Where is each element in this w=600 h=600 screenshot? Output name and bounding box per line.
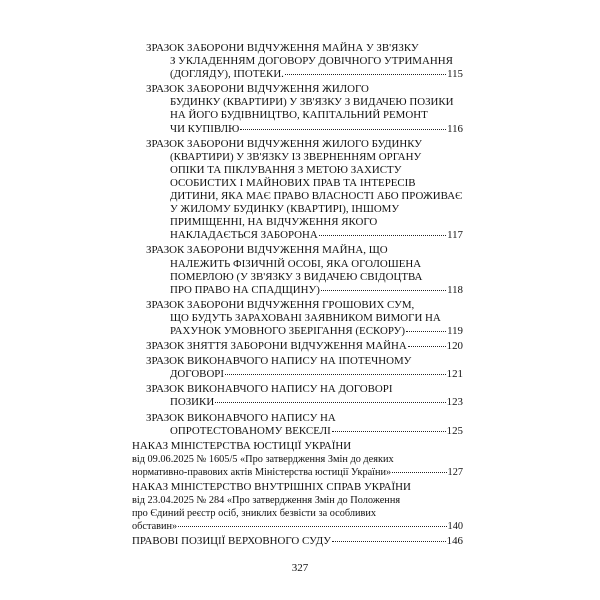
toc-entry-line: ЗРАЗОК ВИКОНАВЧОГО НАПИСУ НА ІПОТЕЧНОМУ	[146, 355, 412, 368]
dot-leader	[392, 472, 446, 473]
toc-entry-last-line	[146, 425, 463, 438]
toc-page-number: 127	[447, 466, 463, 478]
toc-entry-last-line	[146, 325, 463, 338]
toc-entry-line: (ДОГЛЯДУ), ІПОТЕКИ.	[170, 68, 284, 81]
toc-entry-line: ПРО ПРАВО НА СПАДЩИНУ)	[170, 283, 320, 296]
toc-entry-line: ДОГОВОРІ	[170, 368, 224, 381]
toc-entry-line: ПРАВОВІ ПОЗИЦІЇ ВЕРХОВНОГО СУДУ	[132, 535, 332, 548]
toc-entry[interactable]	[132, 138, 463, 243]
toc-entry-last-line	[146, 396, 463, 409]
toc-entry-last-line	[146, 368, 463, 381]
toc-final-entry[interactable]	[132, 535, 463, 548]
toc-entry-last-line	[132, 535, 463, 548]
toc-entry-line: ЗРАЗОК ЗАБОРОНИ ВІДЧУЖЕННЯ МАЙНА У ЗВ'ЯЗКУ	[146, 42, 419, 54]
toc-entry[interactable]	[132, 244, 463, 296]
toc-entry-last-line	[146, 229, 463, 242]
toc-entry-line: ПОЗИКИ	[170, 396, 215, 409]
toc-entry-line: ПРИМІЩЕННІ, НА ВІДЧУЖЕННЯ ЯКОГО	[170, 216, 378, 229]
toc-entry-line: У ЖИЛОМУ БУДИНКУ (КВАРТИРІ), ІНШОМУ	[170, 203, 400, 216]
toc-page-number: 117	[447, 229, 463, 242]
dot-leader	[406, 331, 446, 332]
toc-entry-line: нормативно-правових актів Міністерства юстиції України»	[132, 466, 392, 478]
toc-page-number: 125	[446, 424, 463, 437]
toc-entry-line: ЩО БУДУТЬ ЗАРАХОВАНІ ЗАЯВНИКОМ ВИМОГИ НА	[170, 311, 441, 324]
toc-page-number: 116	[447, 122, 463, 135]
toc-entry-line: ОПІКИ ТА ПІКЛУВАННЯ З МЕТОЮ ЗАХИСТУ	[170, 163, 402, 176]
dot-leader	[178, 526, 446, 527]
toc-entry-last-line	[146, 123, 463, 136]
dot-leader	[332, 431, 446, 432]
toc-entry-line: ДИТИНИ, ЯКА МАЄ ПРАВО ВЛАСНОСТІ АБО ПРОЖИВАЄ	[170, 190, 463, 203]
toc-page-number: 119	[447, 324, 463, 337]
toc-entry[interactable]	[132, 412, 463, 438]
dot-leader	[225, 374, 446, 375]
toc-entry[interactable]	[132, 340, 463, 353]
toc-entry[interactable]	[132, 383, 463, 409]
toc-order-entry[interactable]	[132, 440, 463, 479]
toc-entry-last-line	[132, 520, 463, 533]
toc-entry-line: (КВАРТИРИ) У ЗВ'ЯЗКУ ІЗ ЗВЕРНЕННЯМ ОРГАНУ	[170, 150, 422, 163]
toc-entry-line: НАЛЕЖИТЬ ФІЗИЧНІЙ ОСОБІ, ЯКА ОГОЛОШЕНА	[170, 257, 422, 270]
toc-entry-line: від 23.04.2025 № 284 «Про затвердження Змін до Положення	[132, 495, 401, 507]
toc-entry-line: від 09.06.2025 № 1605/5 «Про затвердження Змін до деяких	[132, 453, 394, 465]
toc-page-number: 146	[446, 535, 463, 548]
toc-order-title: НАКАЗ МІНІСТЕРСТВА ЮСТИЦІЇ УКРАЇНИ	[132, 439, 352, 452]
toc-entry-line: ЗРАЗОК ЗНЯТТЯ ЗАБОРОНИ ВІДЧУЖЕННЯ МАЙНА	[146, 340, 407, 353]
dot-leader	[321, 290, 446, 291]
dot-leader	[319, 235, 446, 236]
toc-entry-line: ЗРАЗОК ЗАБОРОНИ ВІДЧУЖЕННЯ ЖИЛОГО БУДИНКУ	[146, 137, 423, 150]
toc-entry[interactable]	[132, 83, 463, 135]
toc-entry-line: ПОМЕРЛОЮ (У ЗВ'ЯЗКУ З ВИДАЧЕЮ СВІДОЦТВА	[170, 270, 423, 283]
toc-page-number: 123	[446, 396, 463, 409]
dot-leader	[215, 402, 445, 403]
toc-entry[interactable]	[132, 299, 463, 338]
toc-entry-line: ЧИ КУПІВЛЮ	[170, 122, 240, 135]
toc-entry-line: ЗРАЗОК ВИКОНАВЧОГО НАПИСУ НА ДОГОВОРІ	[146, 383, 393, 396]
toc-entry-last-line	[146, 340, 463, 353]
toc-entry-line: З УКЛАДЕННЯМ ДОГОВОРУ ДОВІЧНОГО УТРИМАННЯ	[170, 55, 453, 68]
dot-leader	[240, 129, 446, 130]
toc-page-number: 121	[446, 368, 463, 381]
toc-entry[interactable]	[132, 42, 463, 81]
toc-order-entry[interactable]	[132, 481, 463, 533]
table-of-contents	[132, 42, 463, 550]
page-number: 327	[291, 562, 309, 574]
toc-entry-last-line	[132, 466, 463, 479]
toc-entry-line: ЗРАЗОК ЗАБОРОНИ ВІДЧУЖЕННЯ МАЙНА, ЩО	[146, 244, 388, 257]
toc-order-title: НАКАЗ МІНІСТЕРСТВО ВНУТРІШНІХ СПРАВ УКРАЇНИ	[132, 481, 411, 493]
toc-entry-line: ОПРОТЕСТОВАНОМУ ВЕКСЕЛІ	[170, 424, 331, 437]
toc-entry-last-line	[146, 68, 463, 81]
toc-entry-line: РАХУНОК УМОВНОГО ЗБЕРІГАННЯ (ЕСКОРУ)	[170, 324, 405, 337]
toc-page-number: 140	[447, 521, 463, 533]
toc-entry-line: ЗРАЗОК ЗАБОРОНИ ВІДЧУЖЕННЯ ЖИЛОГО	[146, 83, 369, 96]
toc-entry-line: ЗРАЗОК ВИКОНАВЧОГО НАПИСУ НА	[146, 411, 336, 424]
toc-entry-line: НА ЙОГО БУДІВНИЦТВО, КАПІТАЛЬНИЙ РЕМОНТ	[170, 109, 428, 122]
toc-entry-line: обставин»	[132, 521, 178, 533]
toc-entry[interactable]	[132, 355, 463, 381]
toc-entry-last-line	[146, 284, 463, 297]
toc-entry-line: ОСОБИСТИХ І МАЙНОВИХ ПРАВ ТА ІНТЕРЕСІВ	[170, 176, 416, 189]
toc-entry-line: БУДИНКУ (КВАРТИРИ) У ЗВ'ЯЗКУ З ВИДАЧЕЮ ПОЗИКИ	[170, 96, 454, 109]
dot-leader	[332, 541, 446, 542]
toc-entry-line: про Єдиний реєстр осіб, зниклих безвісти за особливих	[132, 508, 377, 520]
toc-entry-line: НАКЛАДАЄТЬСЯ ЗАБОРОНА	[170, 229, 318, 242]
dot-leader	[408, 346, 446, 347]
toc-entry-line: ЗРАЗОК ЗАБОРОНИ ВІДЧУЖЕННЯ ГРОШОВИХ СУМ,	[146, 298, 415, 311]
toc-page-number: 115	[447, 68, 463, 81]
dot-leader	[285, 74, 446, 75]
toc-page-number: 118	[447, 283, 463, 296]
toc-page-number: 120	[446, 340, 463, 353]
